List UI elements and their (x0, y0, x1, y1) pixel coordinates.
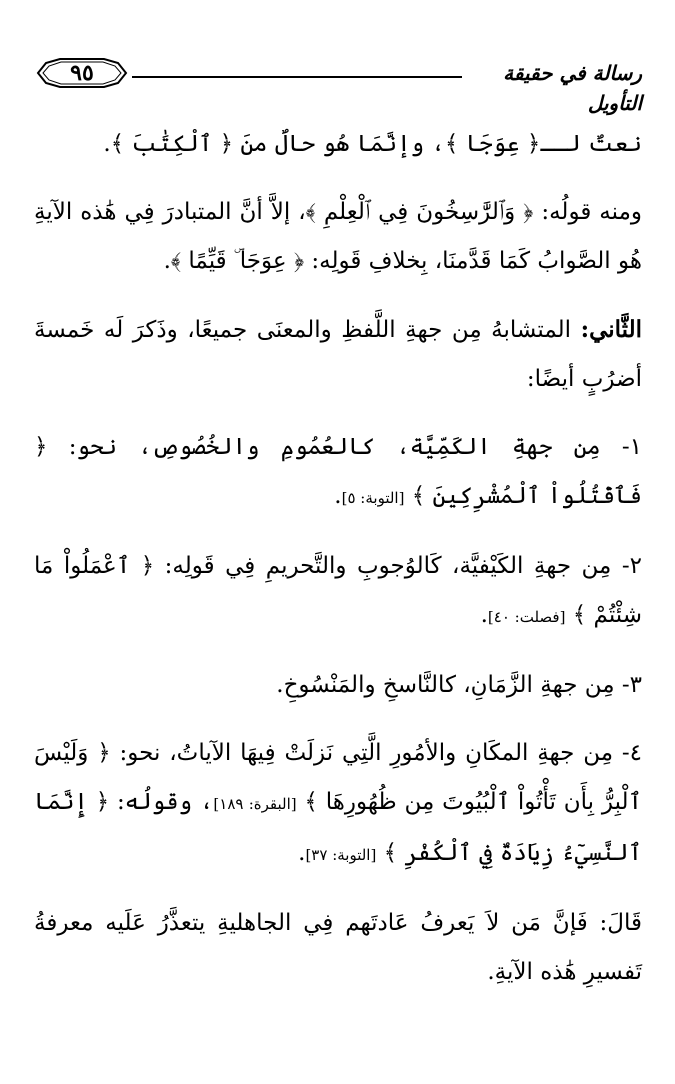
verse-reference: [البقرة: ١٨٩] (213, 795, 297, 813)
book-title: رسالة في حقيقة التأويل (503, 61, 642, 115)
verse-reference: [فصلت: ٤٠] (487, 608, 566, 626)
verse-reference-2: [التوبة: ٣٧] (305, 846, 377, 864)
paragraph-8 (34, 899, 642, 997)
paragraph-end: . (334, 483, 342, 509)
paragraph-1 (34, 120, 642, 169)
page-number-badge (36, 57, 128, 89)
paragraph-end: . (480, 602, 488, 628)
paragraph-7 (34, 729, 642, 880)
paragraph-text: نعتٌ لــ﴿ عِوَجَا ﴾، وإنَّمَا هُو حالٌ منَ ﴿ ٱلْكِتَٰبَ ﴾. (103, 131, 642, 157)
paragraph-text: ٣- مِن جهةِ الزَّمَانِ، كالنَّاسخِ والمَنْسُوخِ. (276, 672, 642, 698)
paragraph-text: ١- مِن جهةِ الكَمِّيَّة، كالعُمُومِ والخُصُوصِ، نحو: ﴿ فَٱقْتُلُواْ ٱلْمُشْرِكِينَ ﴾ (34, 434, 642, 509)
page-header (28, 52, 648, 115)
paragraph-text: ٢- مِن جهةِ الكَيْفيَّة، كَالوُجوبِ والتَّحريمِ فِي قَولِه: ﴿ ٱعْمَلُواْ مَا شِئْتُمْ ﴾ (34, 553, 642, 628)
section-label: الثَّاني: (580, 316, 642, 343)
paragraph-4 (34, 423, 642, 523)
header-rule (132, 76, 462, 78)
page-number: ٩٥ (70, 60, 94, 86)
paragraph-3 (34, 305, 642, 404)
paragraph-text: قَالَ: فَإنَّ مَن لاَ يَعرفُ عَادتَهم فِي الجاهليةِ يتعذَّرُ عَلَيه معرفةُ تَفسيرِ هَٰذه الآيةِ. (34, 910, 642, 985)
paragraph-6 (34, 661, 642, 710)
paragraph-end: . (298, 840, 306, 866)
page-body (34, 120, 642, 1016)
verse-reference: [التوبة: ٥] (341, 489, 405, 507)
paragraph-text: ٤- مِن جهةِ المكَانِ والأمُورِ الَّتِي نَزلَتْ فِيهَا الآياتُ، نحو: ﴿ وَلَيْسَ ٱلْبِرُّ بِأَن تَأْتُواْ ٱلْبُيُوتَ مِن ظُهُورِهَا ﴾ (34, 740, 642, 815)
paragraph-5 (34, 542, 642, 642)
paragraph-text: المتشابهُ مِن جهةِ اللَّفظِ والمعنَى جميعًا، وذَكرَ لَه خَمسةَ أضرُبٍ أيضًا: (34, 317, 642, 392)
paragraph-text: ومنه قولُه: ﴿ وَٱلرَّٰسِخُونَ فِي ٱلْعِلْمِ ﴾، إلاَّ أنَّ المتبادرَ فِي هَٰذه الآيةِ هُو الصَّوابُ كَمَا قَدَّمنَا، بِخلافِ قَولِه: ﴿ عِوَجَا ۜ قَيِّمًا ﴾. (34, 199, 642, 274)
paragraph-middle: ، وقولُه: ﴿ إِنَّمَا ٱلنَّسِيٓءُ زِيَادَةٌ فِي ٱلْكُفْرِ ﴾ (34, 789, 642, 866)
paragraph-2 (34, 188, 642, 286)
